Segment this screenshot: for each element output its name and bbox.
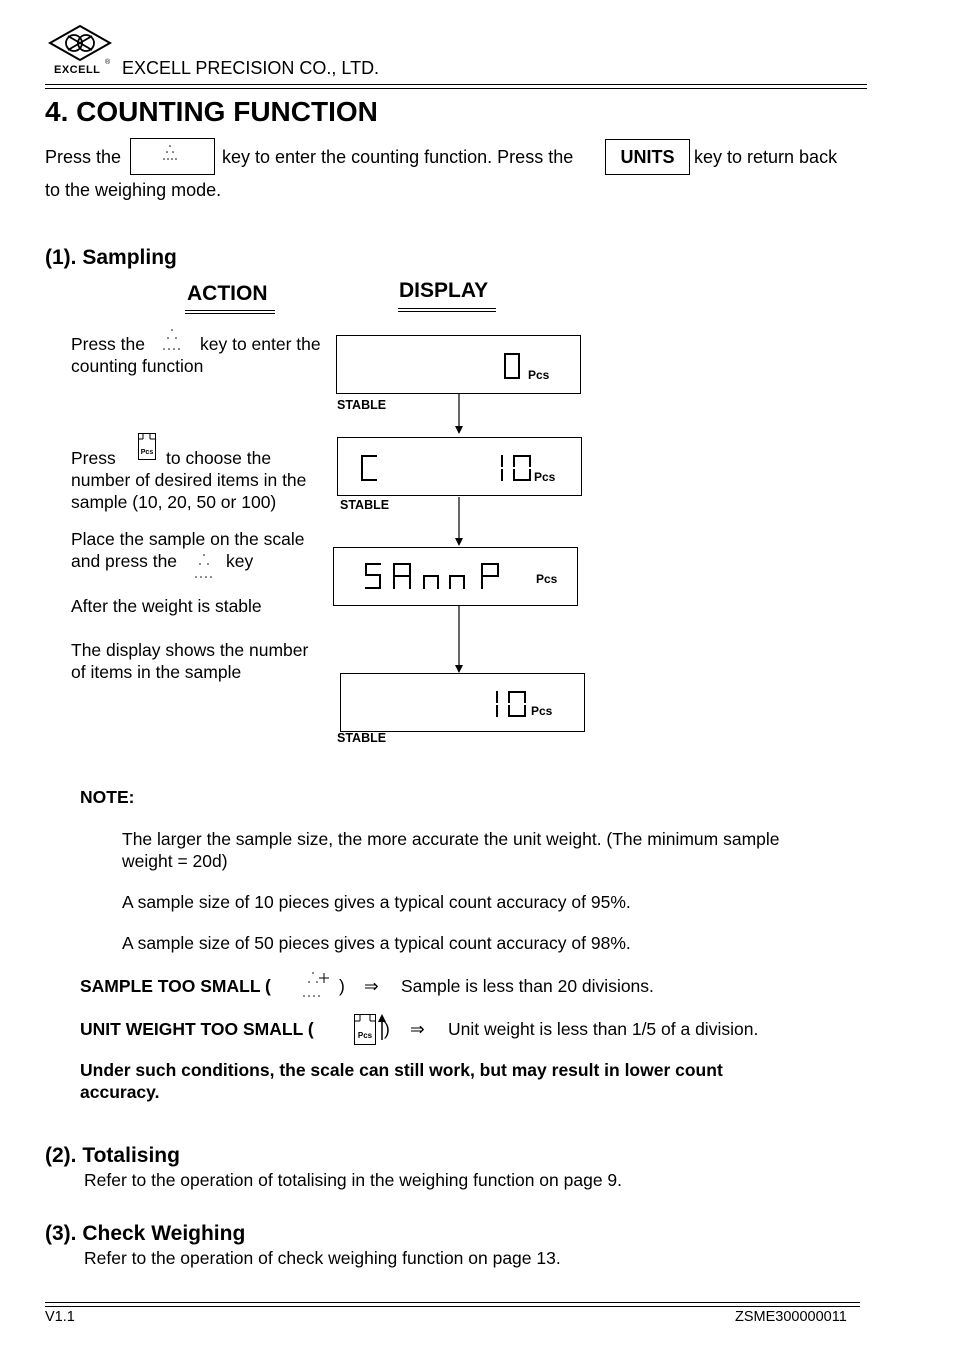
unit-weight-too-small-desc: Unit weight is less than 1/5 of a division. <box>448 1019 759 1039</box>
down-arrow-icon <box>453 393 465 435</box>
lcd-unit: Pcs <box>531 704 553 718</box>
lcd-text-samp <box>364 562 514 594</box>
note-line: A sample size of 10 pieces gives a typical count accuracy of 95%. <box>122 892 631 912</box>
step2-line3: sample (10, 20, 50 or 100) <box>71 492 277 512</box>
footer-version: V1.1 <box>45 1309 75 1325</box>
intro-end-text: key to return back <box>694 147 838 167</box>
sample-too-small-icon <box>298 968 332 1000</box>
lcd-unit: Pcs <box>528 368 550 382</box>
lcd-left-char <box>360 454 382 484</box>
step5-line2: of items in the sample <box>71 662 242 682</box>
display-heading: DISPLAY <box>399 279 489 302</box>
step3-line1: Place the sample on the scale <box>71 529 305 549</box>
step4-line1: After the weight is stable <box>71 596 262 616</box>
pcs-key-label: Pcs <box>140 449 154 456</box>
action-heading: ACTION <box>187 282 268 305</box>
stable-indicator: STABLE <box>337 731 387 745</box>
step5-line1: The display shows the number <box>71 640 309 660</box>
totalising-heading: (2). Totalising <box>45 1144 180 1167</box>
sample-too-small-label: SAMPLE TOO SMALL ( <box>80 976 271 996</box>
lcd-display-1 <box>336 335 581 394</box>
pcs-key-icon <box>137 432 157 462</box>
action-heading-underline <box>185 310 275 314</box>
sampling-heading: (1). Sampling <box>45 246 177 269</box>
excell-logo-icon <box>47 24 113 64</box>
count-key-icon <box>161 143 181 165</box>
step3-post: key <box>226 551 254 571</box>
count-key-icon <box>161 327 183 355</box>
lcd-unit: Pcs <box>534 470 556 484</box>
footer-rule-top <box>45 1302 860 1303</box>
warning-line: Under such conditions, the scale can still work, but may result in lower count <box>80 1060 723 1080</box>
check-weighing-heading: (3). Check Weighing <box>45 1222 246 1245</box>
step3-pre: and press the <box>71 551 178 571</box>
step2-pre: Press <box>71 448 116 468</box>
footer-doc-code: ZSME300000011 <box>735 1309 847 1325</box>
footer-rule-bottom <box>45 1306 860 1307</box>
count-key-icon <box>193 552 215 582</box>
units-key-label: UNITS <box>620 147 675 167</box>
lcd-display-4 <box>340 673 585 732</box>
note-line: weight = 20d) <box>122 851 228 871</box>
lcd-display-2 <box>337 437 582 496</box>
sample-too-small-close: ) <box>339 976 345 996</box>
lcd-display-3 <box>333 547 578 606</box>
header-rule-top <box>45 84 867 85</box>
check-weighing-text: Refer to the operation of check weighing function on page 13. <box>84 1248 561 1268</box>
down-arrow-icon <box>453 497 465 547</box>
implies-arrow: ⇒ <box>410 1019 425 1039</box>
brand-text: EXCELL <box>54 64 101 76</box>
note-label: NOTE: <box>80 787 135 807</box>
display-heading-underline <box>398 308 496 312</box>
stable-indicator: STABLE <box>337 398 387 412</box>
warning-line: accuracy. <box>80 1082 160 1102</box>
step2-post: to choose the <box>166 448 272 468</box>
stable-indicator: STABLE <box>340 498 390 512</box>
sample-too-small-desc: Sample is less than 20 divisions. <box>401 976 654 996</box>
lcd-unit: Pcs <box>536 572 558 586</box>
company-name: EXCELL PRECISION CO., LTD. <box>122 58 380 78</box>
step1-pre: Press the <box>71 334 145 354</box>
intro-line2: to the weighing mode. <box>45 180 222 200</box>
step1-line2: counting function <box>71 356 204 376</box>
count-key-box <box>130 138 215 175</box>
pcs-key-label: Pcs <box>357 1031 373 1040</box>
note-line: The larger the sample size, the more accurate the unit weight. (The minimum sample <box>122 829 780 849</box>
unit-weight-too-small-close: ) <box>384 1019 390 1039</box>
note-line: A sample size of 50 pieces gives a typical count accuracy of 98%. <box>122 933 631 953</box>
unit-weight-too-small-label: UNIT WEIGHT TOO SMALL ( <box>80 1019 314 1039</box>
step2-line2: number of desired items in the <box>71 470 307 490</box>
intro-press-the: Press the <box>45 147 122 167</box>
implies-arrow: ⇒ <box>364 976 379 996</box>
step1-post: key to enter the <box>200 334 321 354</box>
lcd-digits <box>503 352 523 382</box>
page-title: 4. COUNTING FUNCTION <box>45 96 378 127</box>
intro-middle-text: key to enter the counting function. Press the <box>222 147 574 167</box>
totalising-text: Refer to the operation of totalising in the weighing function on page 9. <box>84 1170 623 1190</box>
down-arrow-icon <box>453 606 465 674</box>
units-key-box <box>605 139 690 175</box>
registered-mark: ® <box>105 59 111 66</box>
header-rule-bottom <box>45 88 867 89</box>
